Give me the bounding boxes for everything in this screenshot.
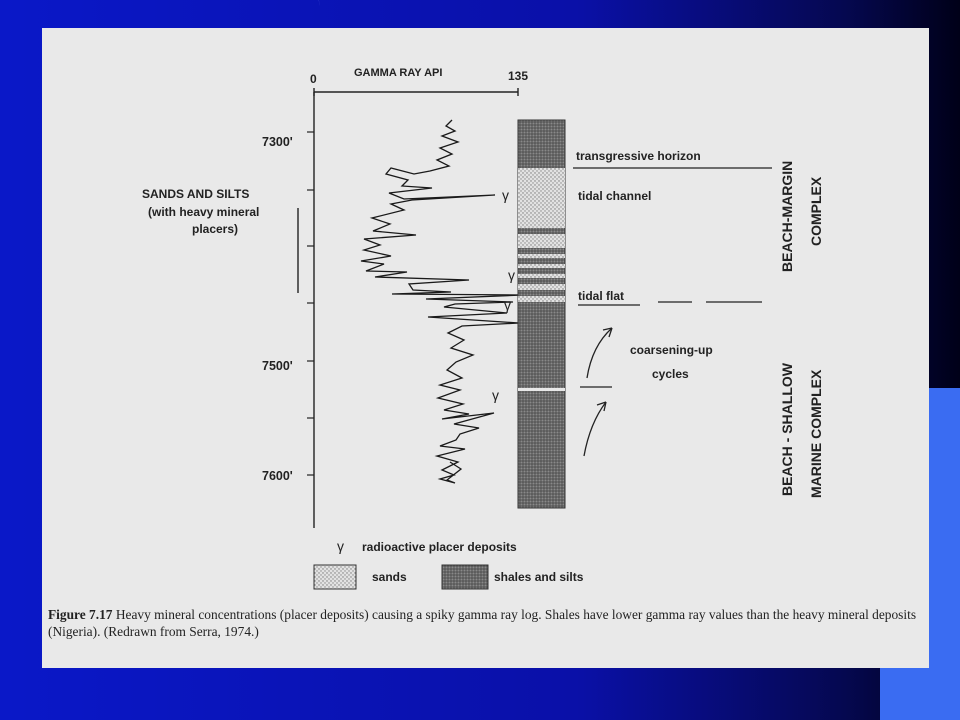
axis-max: 135 (508, 69, 529, 83)
legend-gamma-label: radioactive placer deposits (362, 540, 517, 554)
axis-min: 0 (310, 72, 317, 86)
tidal-flat-label: tidal flat (578, 289, 625, 303)
decorative-panel-top (928, 388, 960, 448)
sand-bed (518, 264, 565, 268)
legend-sands-swatch (314, 565, 356, 589)
legend-sands-label: sands (372, 570, 407, 584)
gamma-log-curve (361, 120, 523, 483)
transgressive-horizon-label: transgressive horizon (576, 149, 701, 163)
gamma-spike-symbol: γ (502, 187, 509, 203)
up-arrow (584, 402, 606, 456)
marine-complex-label: MARINE COMPLEX (808, 369, 824, 498)
sand-bed (518, 284, 565, 290)
sand-bed (518, 296, 565, 302)
sand-bed (518, 274, 565, 278)
figure-number: Figure 7.17 (48, 607, 113, 622)
placers-label: placers) (192, 222, 239, 236)
depth-label-7300: 7300' (262, 135, 293, 149)
caption-text: Heavy mineral concentrations (placer deposits) causing a spiky gamma ray log. Shales have lower gamma ray values than the heavy mineral deposits (Nigeria). (Redrawn from Serra, 1974.) (48, 607, 917, 639)
depth-label-7600: 7600' (262, 469, 293, 483)
heavy-mineral-label: (with heavy mineral (148, 205, 260, 219)
legend-shales-label: shales and silts (494, 570, 584, 584)
legend-gamma-symbol: γ (337, 538, 344, 554)
beach-shallow-label: BEACH - SHALLOW (779, 363, 795, 496)
gamma-spike-symbol: γ (492, 387, 499, 403)
sand-bed (518, 388, 565, 391)
sand-bed (518, 254, 565, 258)
figure-page (42, 28, 929, 668)
beach-margin-label: BEACH-MARGIN (779, 160, 795, 272)
up-arrow (587, 328, 612, 378)
axis-title: GAMMA RAY API (354, 67, 443, 79)
sand-bed (518, 168, 565, 228)
gamma-spike-symbol: γ (504, 297, 511, 313)
sands-silts-label: SANDS AND SILTS (142, 187, 250, 201)
cycles-label: cycles (652, 367, 689, 381)
gamma-spike-symbol: γ (508, 267, 515, 283)
beach-margin-complex-label: COMPLEX (808, 176, 824, 246)
sand-bed (518, 234, 565, 248)
figure-caption (42, 606, 928, 640)
coarsening-up-label: coarsening-up (630, 343, 713, 357)
legend-shales-swatch (442, 565, 488, 589)
depth-label-7500: 7500' (262, 359, 293, 373)
gamma-ray-figure (42, 28, 929, 668)
lithology-column (518, 120, 565, 508)
tidal-channel-label: tidal channel (578, 189, 652, 203)
